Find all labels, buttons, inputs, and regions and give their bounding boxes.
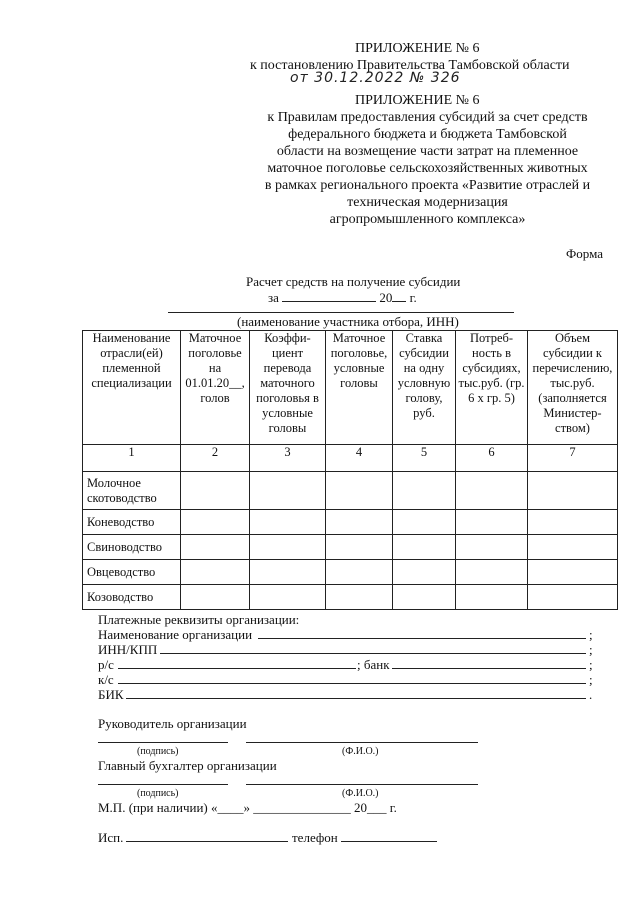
row-label: Молочное скотоводство bbox=[83, 472, 181, 510]
rules-line: маточное поголовье сельскохозяйственных животных bbox=[267, 161, 588, 176]
year-suffix: г. bbox=[409, 290, 417, 305]
period-field[interactable] bbox=[282, 290, 376, 302]
table-cell[interactable] bbox=[181, 560, 250, 585]
col-header-7: Объем субсидии к перечислению, тыс.руб. (заполняется Министер-ством) bbox=[528, 331, 618, 445]
year-prefix: 20 bbox=[379, 290, 393, 305]
table-cell[interactable] bbox=[393, 510, 456, 535]
col-header-1: Наименование отрасли(ей) племенной специализации bbox=[83, 331, 181, 445]
col-number: 2 bbox=[181, 445, 250, 472]
org-name-label: Наименование организации bbox=[98, 627, 253, 642]
calc-title: Расчет средств на получение субсидии bbox=[246, 274, 461, 289]
head-fio-field[interactable] bbox=[246, 742, 478, 743]
row-label: Козоводство bbox=[83, 585, 181, 610]
table-cell[interactable] bbox=[181, 535, 250, 560]
rules-line: к Правилам предоставления субсидий за счет средств bbox=[267, 110, 588, 125]
table-cell[interactable] bbox=[528, 585, 618, 610]
sign-caption: (подпись) bbox=[137, 746, 179, 757]
rules-line: техническая модернизация bbox=[347, 195, 508, 210]
row-label: Свиноводство bbox=[83, 535, 181, 560]
row-label: Коневодство bbox=[83, 510, 181, 535]
table-cell[interactable] bbox=[250, 510, 326, 535]
table-cell[interactable] bbox=[456, 560, 528, 585]
table-cell[interactable] bbox=[528, 535, 618, 560]
table-row bbox=[83, 585, 618, 610]
table-cell[interactable] bbox=[181, 472, 250, 510]
col-number: 5 bbox=[393, 445, 456, 472]
table-cell[interactable] bbox=[250, 585, 326, 610]
header-row bbox=[83, 331, 618, 445]
table-row bbox=[83, 472, 618, 510]
number-row bbox=[83, 445, 618, 472]
phone-field[interactable] bbox=[341, 841, 437, 842]
table-cell[interactable] bbox=[393, 585, 456, 610]
col-header-5: Ставка субсидии на одну условную голову, руб. bbox=[393, 331, 456, 445]
semicolon: ; bbox=[589, 642, 593, 657]
phone-label: телефон bbox=[292, 830, 338, 845]
period-line bbox=[268, 290, 417, 306]
appendix-title-2: ПРИЛОЖЕНИЕ № 6 bbox=[355, 93, 480, 108]
col-header-6: Потреб-ность в субсидиях, тыс.руб. (гр. 6 х гр. 5) bbox=[456, 331, 528, 445]
resolution-reference: к постановлению Правительства Тамбовской области bbox=[250, 58, 570, 73]
ks-field[interactable] bbox=[118, 683, 586, 684]
table-row bbox=[83, 510, 618, 535]
rules-reference bbox=[240, 109, 615, 228]
col-number: 1 bbox=[83, 445, 181, 472]
year-field[interactable] bbox=[392, 290, 406, 302]
table-cell[interactable] bbox=[456, 585, 528, 610]
table-cell[interactable] bbox=[250, 560, 326, 585]
table-cell[interactable] bbox=[393, 560, 456, 585]
subsidy-table bbox=[82, 330, 618, 610]
head-label: Руководитель организации bbox=[98, 716, 247, 731]
fio-caption: (Ф.И.О.) bbox=[342, 746, 379, 757]
period-prefix: за bbox=[268, 290, 279, 305]
table-cell[interactable] bbox=[393, 535, 456, 560]
fio-caption: (Ф.И.О.) bbox=[342, 788, 379, 799]
accountant-label: Главный бухгалтер организации bbox=[98, 758, 277, 773]
col-header-4: Маточное поголовье, условные головы bbox=[326, 331, 393, 445]
inn-field[interactable] bbox=[160, 653, 586, 654]
table-cell[interactable] bbox=[528, 472, 618, 510]
inn-label: ИНН/КПП bbox=[98, 642, 158, 657]
table-row bbox=[83, 535, 618, 560]
col-header-2: Маточное поголовье на 01.01.20__, голов bbox=[181, 331, 250, 445]
ks-label: к/с bbox=[98, 672, 114, 687]
participant-field[interactable] bbox=[168, 312, 514, 313]
org-name-field[interactable] bbox=[258, 638, 586, 639]
bik-field[interactable] bbox=[126, 698, 586, 699]
isp-field[interactable] bbox=[126, 841, 288, 842]
table-cell[interactable] bbox=[456, 510, 528, 535]
col-number: 3 bbox=[250, 445, 326, 472]
rs-field[interactable] bbox=[118, 668, 356, 669]
head-signature-field[interactable] bbox=[98, 742, 228, 743]
table-cell[interactable] bbox=[393, 472, 456, 510]
accountant-signature-field[interactable] bbox=[98, 784, 228, 785]
bank-label: ; банк bbox=[357, 657, 390, 672]
bik-label: БИК bbox=[98, 687, 124, 702]
isp-label: Исп. bbox=[98, 830, 124, 845]
table-cell[interactable] bbox=[326, 585, 393, 610]
col-header-3: Коэффи-циент перевода маточного поголовья в условные головы bbox=[250, 331, 326, 445]
table-cell[interactable] bbox=[456, 535, 528, 560]
participant-caption: (наименование участника отбора, ИНН) bbox=[237, 314, 459, 329]
table-cell[interactable] bbox=[326, 510, 393, 535]
col-number: 4 bbox=[326, 445, 393, 472]
rules-line: агропромышленного комплекса» bbox=[329, 212, 526, 227]
stamp-date-line: М.П. (при наличии) «____» _______________ 20___ г. bbox=[98, 800, 397, 815]
bank-field[interactable] bbox=[392, 668, 586, 669]
semicolon: ; bbox=[589, 672, 593, 687]
col-number: 7 bbox=[528, 445, 618, 472]
table-cell[interactable] bbox=[250, 472, 326, 510]
sign-caption: (подпись) bbox=[137, 788, 179, 799]
table-cell[interactable] bbox=[528, 510, 618, 535]
handwritten-date-number: от 30.12.2022 № 326 bbox=[290, 70, 461, 86]
rules-line: области на возмещение части затрат на племенное bbox=[276, 144, 579, 159]
table-cell[interactable] bbox=[250, 535, 326, 560]
semicolon: ; bbox=[589, 657, 593, 672]
table-cell[interactable] bbox=[326, 560, 393, 585]
table-cell[interactable] bbox=[181, 510, 250, 535]
table-row bbox=[83, 560, 618, 585]
table-cell[interactable] bbox=[456, 472, 528, 510]
appendix-title: ПРИЛОЖЕНИЕ № 6 bbox=[355, 41, 480, 56]
col-number: 6 bbox=[456, 445, 528, 472]
semicolon: ; bbox=[589, 627, 593, 642]
table-cell[interactable] bbox=[181, 585, 250, 610]
form-label: Форма bbox=[566, 246, 603, 261]
rules-line: в рамках регионального проекта «Развитие отраслей и bbox=[264, 178, 591, 193]
row-label: Овцеводство bbox=[83, 560, 181, 585]
table-cell[interactable] bbox=[528, 560, 618, 585]
table-cell[interactable] bbox=[326, 535, 393, 560]
rs-label: р/с bbox=[98, 657, 114, 672]
rules-line: федерального бюджета и бюджета Тамбовской bbox=[288, 127, 567, 142]
dot: . bbox=[589, 687, 593, 702]
requisites-title: Платежные реквизиты организации: bbox=[98, 612, 300, 627]
accountant-fio-field[interactable] bbox=[246, 784, 478, 785]
table-cell[interactable] bbox=[326, 472, 393, 510]
